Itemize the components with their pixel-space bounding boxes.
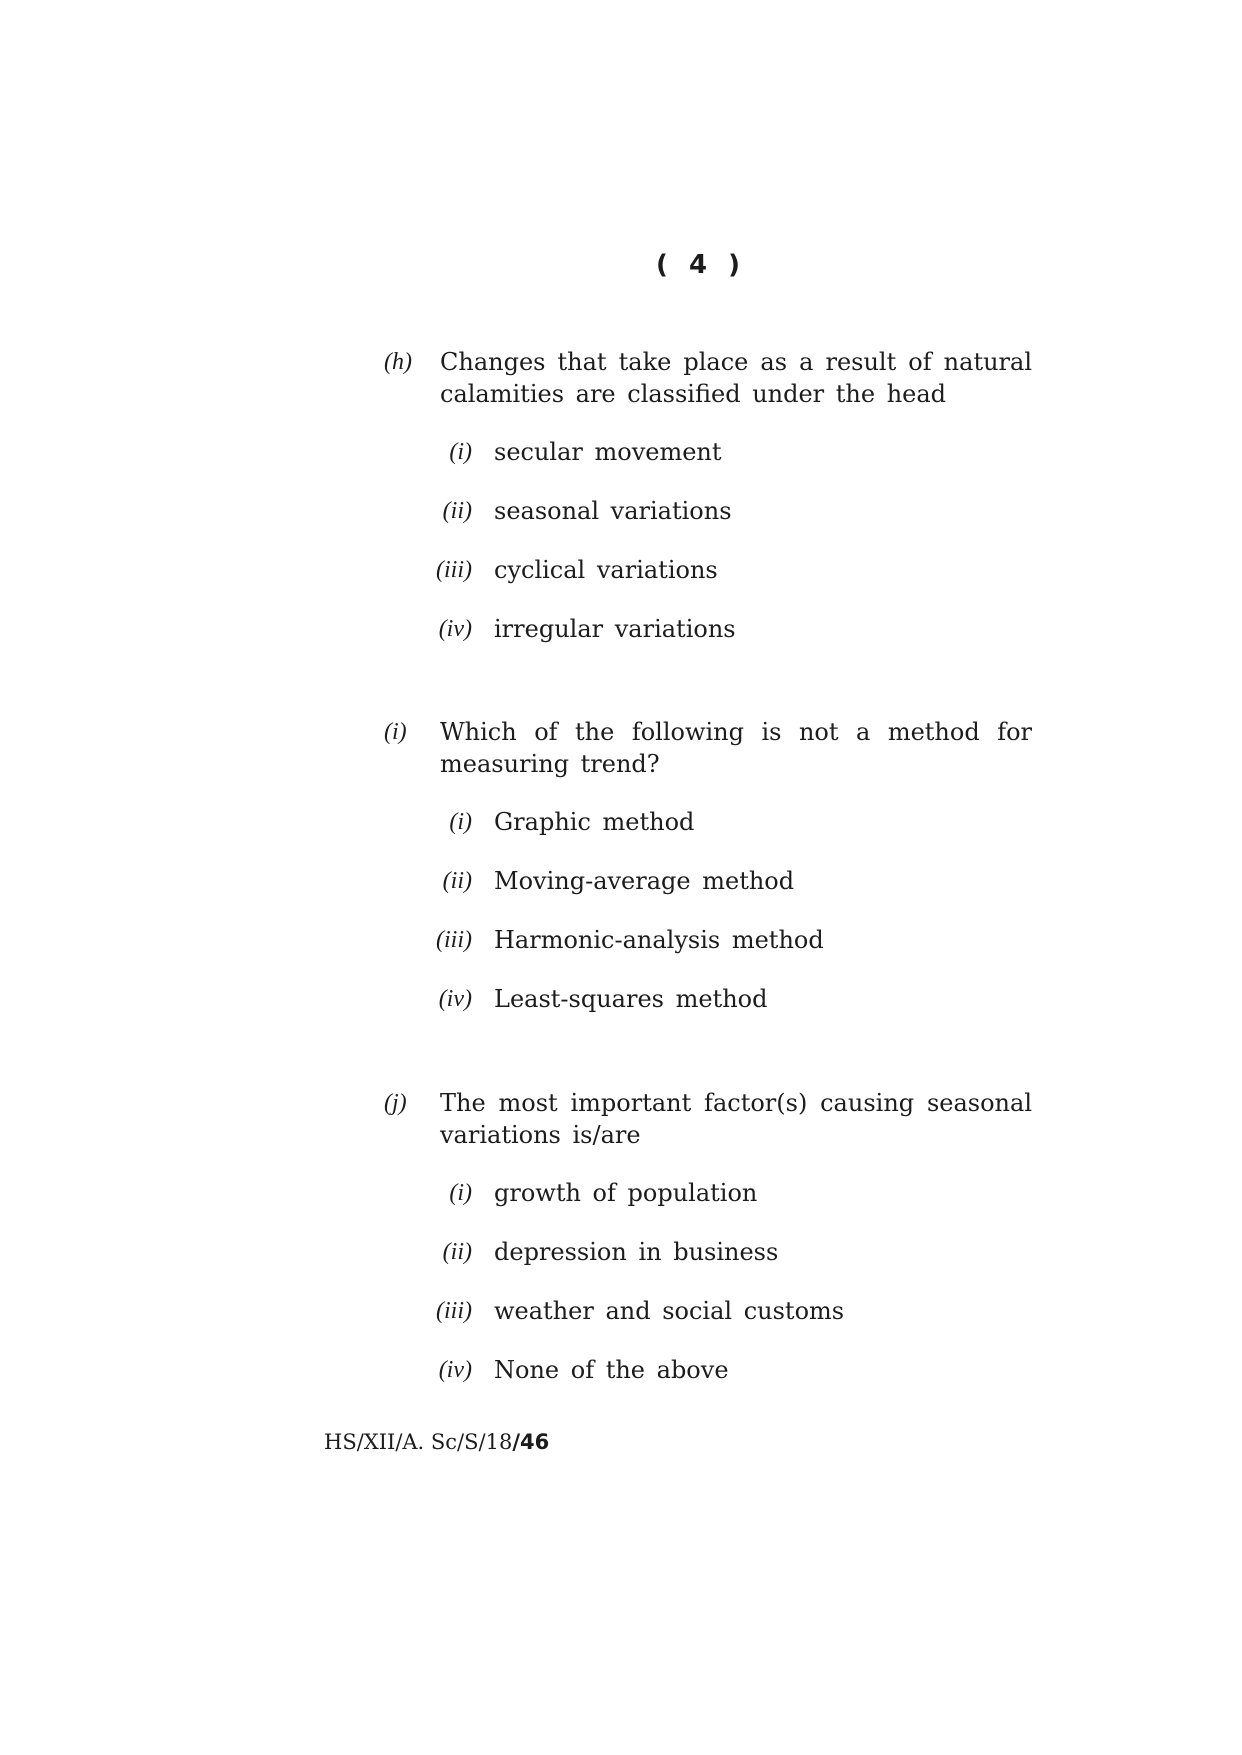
option-label: (i) <box>449 1180 472 1206</box>
option-item <box>384 554 1032 613</box>
option-text: irregular variations <box>494 615 736 643</box>
option-text: seasonal variations <box>494 497 732 525</box>
footer-code-text: HS/XII/A. Sc/S/18 <box>324 1430 513 1454</box>
option-label: (i) <box>449 439 472 465</box>
option-item <box>384 865 1032 924</box>
option-text: None of the above <box>494 1356 729 1384</box>
option-item <box>384 983 1032 1042</box>
question-label: (h) <box>384 349 412 375</box>
option-item <box>384 436 1032 495</box>
option-text: Harmonic-analysis method <box>494 926 824 954</box>
option-item <box>384 1236 1032 1295</box>
options-list <box>384 1177 1032 1413</box>
option-label: (ii) <box>442 1239 472 1265</box>
question-label: (i) <box>384 719 407 745</box>
option-label: (iv) <box>438 986 472 1012</box>
option-text: depression in business <box>494 1238 779 1266</box>
option-label: (ii) <box>442 868 472 894</box>
option-label: (ii) <box>442 498 472 524</box>
option-text: weather and social customs <box>494 1297 845 1325</box>
options-list <box>384 806 1032 1042</box>
question-label: (j) <box>384 1090 407 1116</box>
option-text: growth of population <box>494 1179 758 1207</box>
option-label: (i) <box>449 809 472 835</box>
option-label: (iii) <box>436 927 472 953</box>
option-label: (iii) <box>436 557 472 583</box>
page-number: ( 4 ) <box>656 250 746 280</box>
option-text: cyclical variations <box>494 556 718 584</box>
option-item <box>384 924 1032 983</box>
footer-code <box>324 1428 549 1456</box>
question-h <box>384 346 1032 672</box>
option-text: Moving-average method <box>494 867 795 895</box>
option-label: (iii) <box>436 1298 472 1324</box>
option-item <box>384 495 1032 554</box>
option-text: Graphic method <box>494 808 695 836</box>
option-item <box>384 806 1032 865</box>
question-j <box>384 1087 1032 1413</box>
question-text: Changes that take place as a result of natural calamities are classified under the head <box>440 348 1032 408</box>
option-label: (iv) <box>438 1357 472 1383</box>
option-item <box>384 613 1032 672</box>
option-item <box>384 1354 1032 1413</box>
footer-code-suffix: /46 <box>512 1430 550 1454</box>
option-label: (iv) <box>438 616 472 642</box>
options-list <box>384 436 1032 672</box>
option-text: Least-squares method <box>494 985 768 1013</box>
question-text: Which of the following is not a method for measuring trend? <box>440 718 1032 778</box>
option-item <box>384 1295 1032 1354</box>
option-item <box>384 1177 1032 1236</box>
option-text: secular movement <box>494 438 722 466</box>
question-text: The most important factor(s) causing seasonal variations is/are <box>440 1089 1032 1149</box>
question-i <box>384 716 1032 1042</box>
